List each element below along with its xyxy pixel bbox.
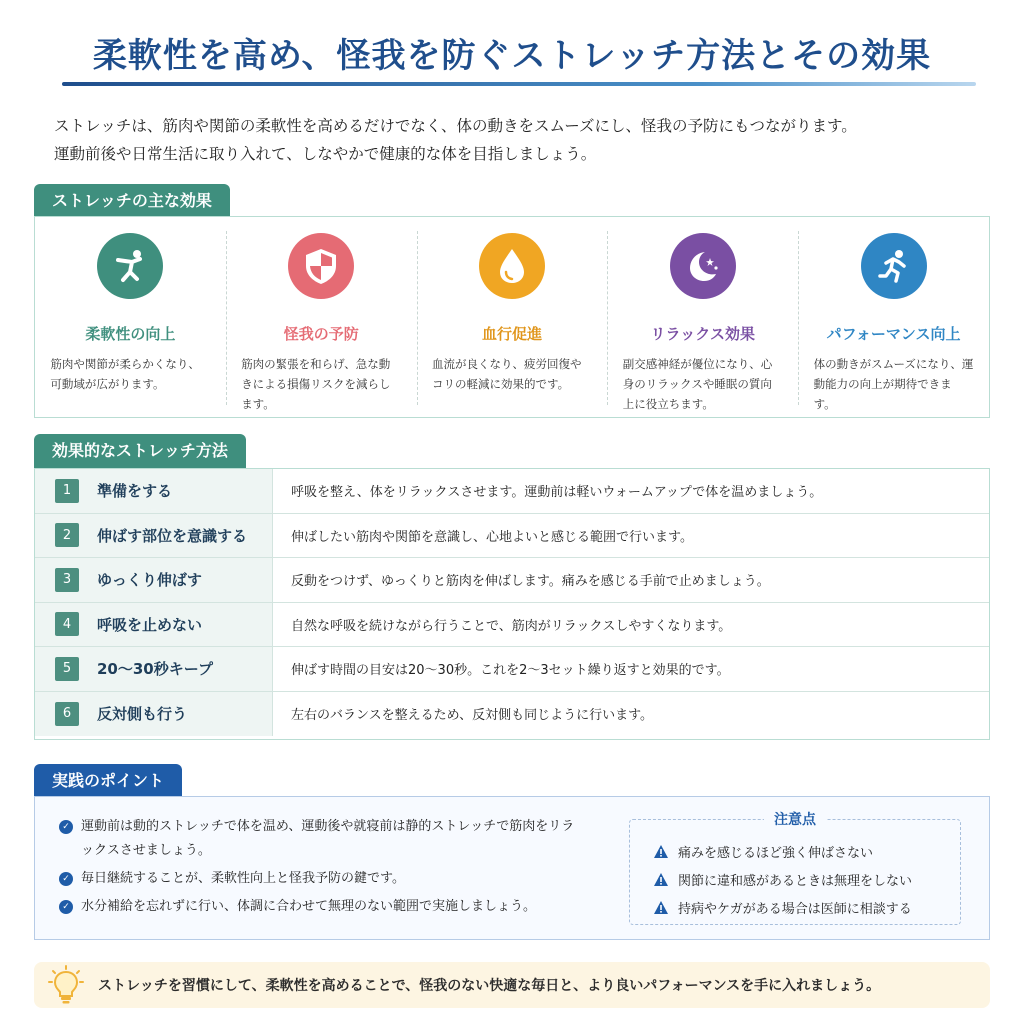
check-icon: ✓ [59,820,73,834]
intro-line: 運動前後や日常生活に取り入れて、しなやかで健康的な体を目指しましょう。 [54,145,597,163]
caution-item [654,870,912,889]
warning-icon [654,901,668,914]
caution-text: 関節に違和感があるときは無理をしない [678,874,913,889]
warning-icon [654,873,668,886]
effect-card-flexibility [35,217,226,417]
method-label-cell [35,692,273,737]
banner-text: ストレッチを習慣にして、柔軟性を高めることで、怪我のない快適な毎日と、より良いパフォーマンスを手に入れましょう。 [98,978,881,994]
effect-desc: 血流が良くなり、疲労回復やコリの軽減に効果的です。 [431,357,582,391]
method-label-cell [35,558,273,602]
step-number: 4 [55,612,79,636]
effects-heading: ストレッチの主な効果 [34,184,230,218]
step-name: 20〜30秒キープ [97,660,213,679]
step-desc: 伸ばす時間の目安は20〜30秒。これを2〜3セット繰り返すと効果的です。 [291,663,730,679]
caution-title: 注意点 [764,812,826,828]
table-row [35,469,989,514]
effect-title: リラックス効果 [650,325,756,343]
point-text: 毎日継続することが、柔軟性向上と怪我予防の鍵です。 [81,871,405,886]
table-row [35,692,989,737]
caution-item [654,842,873,861]
method-label-cell [35,603,273,647]
step-number: 1 [55,479,79,503]
moon-icon [670,233,736,299]
list-item [59,815,579,863]
caution-text: 痛みを感じるほど強く伸ばさない [678,846,874,861]
step-desc: 呼吸を整え、体をリラックスさせます。運動前は軽いウォームアップで体を温めましょう。 [291,485,823,501]
practice-heading: 実践のポイント [34,764,182,798]
practice-panel [34,796,990,940]
step-desc: 反動をつけず、ゆっくりと筋肉を伸ばします。痛みを感じる手前で止めましょう。 [291,574,770,590]
step-desc: 左右のバランスを整えるため、反対側も同じように行います。 [291,708,654,724]
methods-heading: 効果的なストレッチ方法 [34,434,246,468]
caution-text: 持病やケガがある場合は医師に相談する [678,902,912,917]
stretch-icon [97,233,163,299]
method-label-cell [35,469,273,513]
lightbulb-icon [48,965,84,1005]
step-name: 準備をする [97,482,173,501]
summary-banner [34,962,990,1008]
step-number: 5 [55,657,79,681]
effect-title: 柔軟性の向上 [85,325,176,343]
effect-desc: 筋肉の緊張を和らげ、急な動きによる損傷リスクを減らします。 [241,357,391,411]
method-label-cell [35,514,273,558]
check-icon: ✓ [59,900,73,914]
point-text: 水分補給を忘れずに行い、体調に合わせて無理のない範囲で実施しましょう。 [81,899,537,914]
effects-panel [34,216,990,418]
effect-card-circulation [417,217,608,417]
table-row [35,647,989,692]
step-name: ゆっくり伸ばす [97,571,202,590]
list-item [59,867,579,891]
title-underline [62,82,976,86]
methods-table [34,468,990,740]
effect-desc: 体の動きがスムーズになり、運動能力の向上が期待できます。 [813,357,974,411]
point-text: 運動前は動的ストレッチで体を温め、運動後や就寝前は静的ストレッチで筋肉をリラックスさせましょう。 [81,819,575,858]
drop-icon [479,233,545,299]
list-item [59,895,579,919]
caution-box [629,812,961,925]
caution-item [654,898,912,917]
step-desc: 自然な呼吸を続けながら行うことで、筋肉がリラックスしやすくなります。 [291,618,732,634]
table-row [35,558,989,603]
shield-icon [288,233,354,299]
effect-card-performance [798,217,989,417]
effect-title: 血行促進 [481,325,542,343]
page-title: 柔軟性を高め、怪我を防ぐストレッチ方法とその効果 [92,36,932,76]
step-name: 伸ばす部位を意識する [97,526,248,545]
step-name: 呼吸を止めない [97,615,203,634]
effect-card-relax [607,217,798,417]
caution-title-wrap [630,809,960,829]
effect-title: 怪我の予防 [283,325,359,343]
effect-desc: 副交感神経が優位になり、心身のリラックスや睡眠の質向上に役立ちます。 [622,357,773,411]
step-number: 3 [55,568,79,592]
intro-line: ストレッチは、筋肉や関節の柔軟性を高めるだけでなく、体の動きをスムーズにし、怪我の予防にもつながります。 [54,117,857,135]
check-icon: ✓ [59,872,73,886]
effect-title: パフォーマンス向上 [826,325,961,343]
table-row [35,603,989,648]
step-name: 反対側も行う [97,705,188,724]
effect-card-injury [226,217,417,417]
table-row [35,514,989,559]
effect-desc: 筋肉や関節が柔らかくなり、可動域が広がります。 [50,357,200,391]
step-desc: 伸ばしたい筋肉や関節を意識し、心地よいと感じる範囲で行います。 [291,529,693,545]
step-number: 6 [55,702,79,726]
step-number: 2 [55,523,79,547]
method-label-cell [35,647,273,691]
warning-icon [654,845,668,858]
runner-icon [861,233,927,299]
intro-text [54,112,984,168]
